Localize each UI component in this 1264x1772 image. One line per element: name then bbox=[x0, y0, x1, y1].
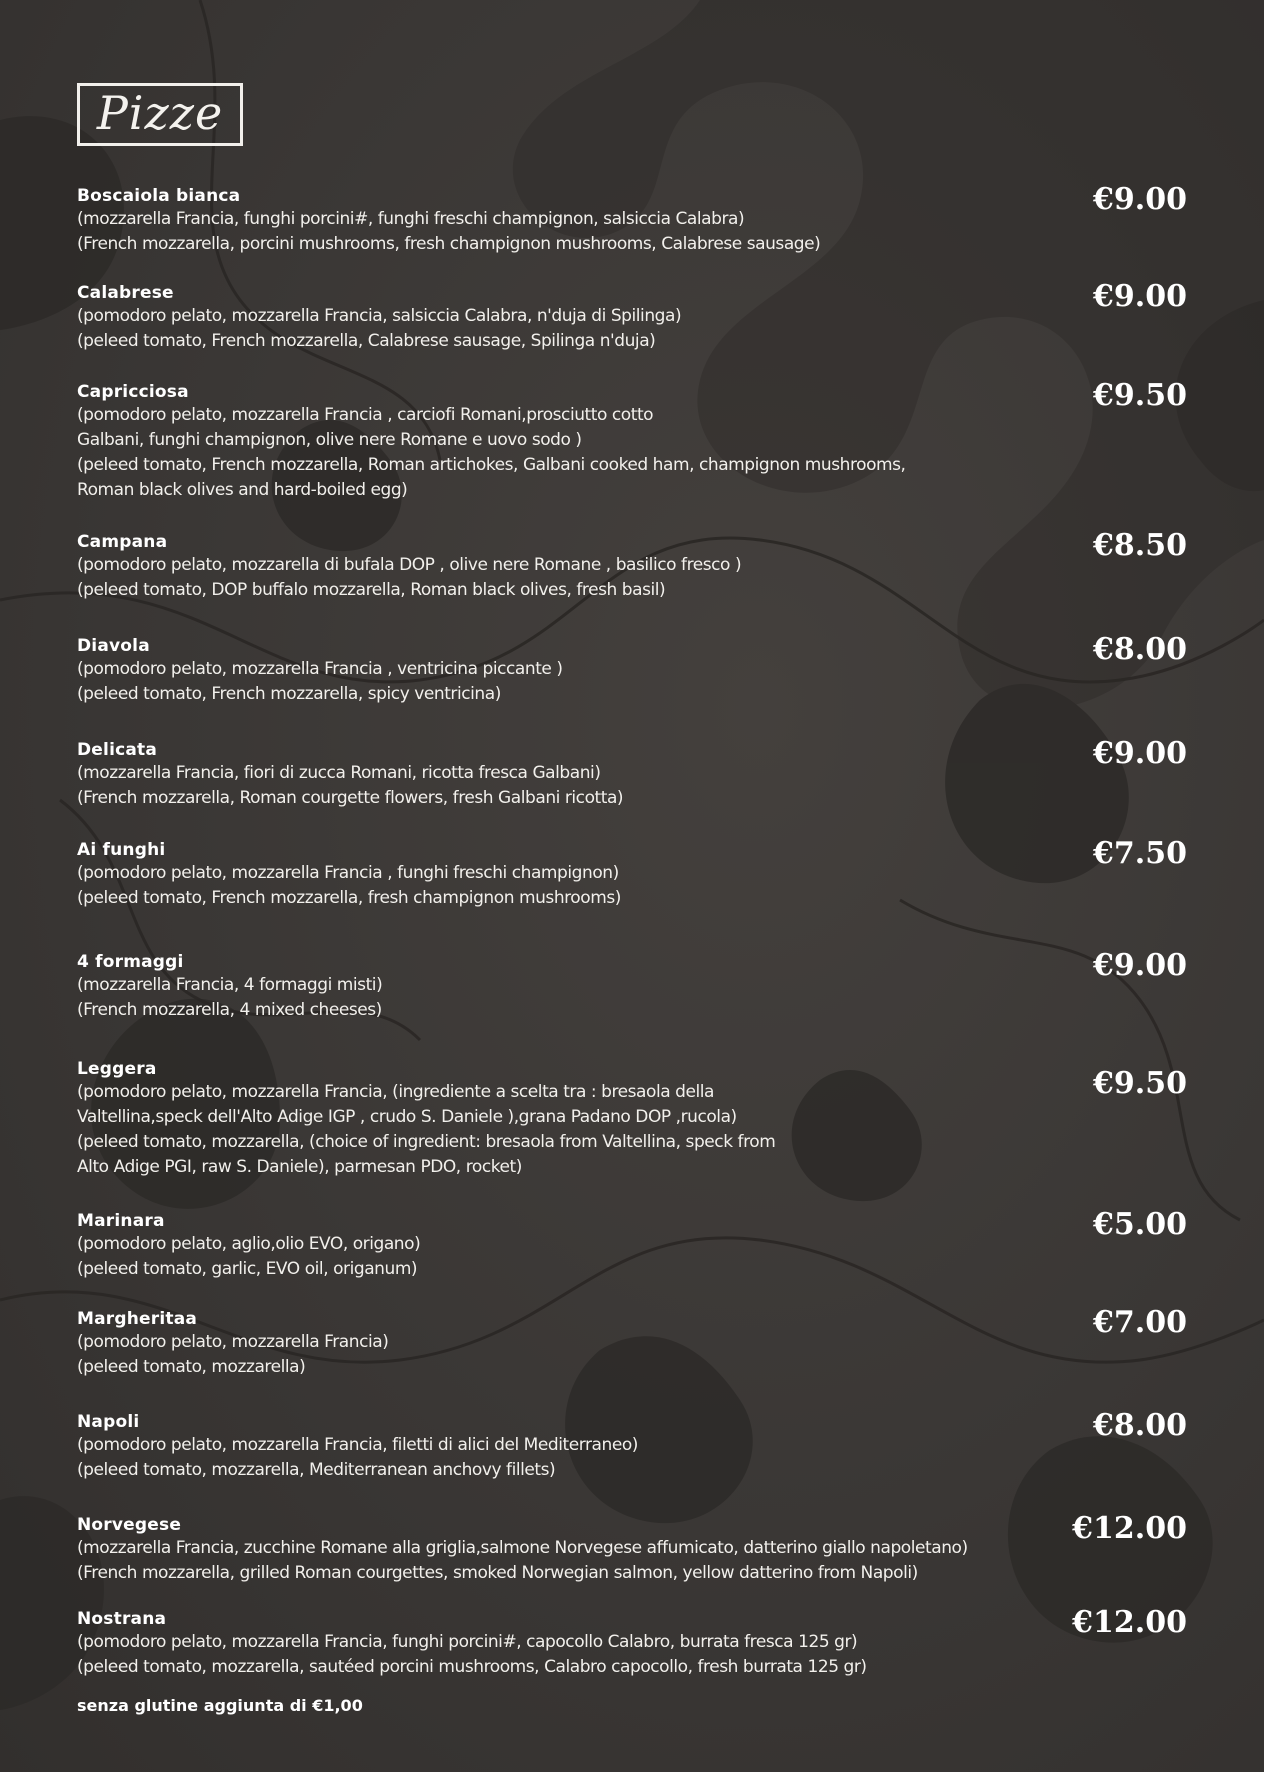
item-desc-line: (pomodoro pelato, mozzarella Francia , carciofi Romani,prosciutto cotto bbox=[77, 405, 654, 425]
item-desc-line: (pomodoro pelato, mozzarella Francia, (ingrediente a scelta tra : bresaola della bbox=[77, 1082, 715, 1102]
item-desc-line: (pomodoro pelato, mozzarella Francia, funghi porcini#, capocollo Calabro, burrata fresca 125 gr) bbox=[77, 1632, 858, 1652]
menu-item bbox=[77, 1511, 1187, 1586]
item-price: €12.00 bbox=[1072, 1605, 1187, 1640]
menu-item bbox=[77, 528, 1187, 603]
item-desc-line: (French mozzarella, 4 mixed cheeses) bbox=[77, 1000, 382, 1020]
item-name: Ai funghi bbox=[77, 840, 166, 860]
item-price: €7.50 bbox=[1093, 836, 1187, 871]
item-desc-line: (peleed tomato, mozzarella, (choice of ingredient: bresaola from Valtellina, speck from bbox=[77, 1132, 776, 1152]
item-price: €8.00 bbox=[1093, 632, 1187, 667]
item-name: Norvegese bbox=[77, 1515, 182, 1535]
item-desc-line: (pomodoro pelato, mozzarella Francia, salsiccia Calabra, n'duja di Spilinga) bbox=[77, 306, 682, 326]
item-price: €8.50 bbox=[1093, 528, 1187, 563]
item-desc-line: (pomodoro pelato, aglio,olio EVO, origano) bbox=[77, 1234, 421, 1254]
item-desc-line: (peleed tomato, mozzarella, sautéed porcini mushrooms, Calabro capocollo, fresh burrata 125 gr) bbox=[77, 1657, 867, 1677]
item-name: Nostrana bbox=[77, 1609, 167, 1629]
item-price: €9.50 bbox=[1093, 1066, 1187, 1101]
item-desc-line: (mozzarella Francia, zucchine Romane alla griglia,salmone Norvegese affumicato, datterino giallo napoletano) bbox=[77, 1538, 968, 1558]
menu-item bbox=[77, 736, 1187, 811]
menu-item bbox=[77, 948, 1187, 1023]
item-desc-line: (pomodoro pelato, mozzarella Francia) bbox=[77, 1332, 389, 1352]
item-name: Boscaiola bianca bbox=[77, 186, 241, 206]
item-desc-line: (pomodoro pelato, mozzarella Francia , ventricina piccante ) bbox=[77, 659, 563, 679]
item-price: €8.00 bbox=[1093, 1408, 1187, 1443]
title-box bbox=[77, 83, 243, 146]
item-desc-line: Galbani, funghi champignon, olive nere Romane e uovo sodo ) bbox=[77, 430, 582, 450]
item-desc-line: (pomodoro pelato, mozzarella Francia , funghi freschi champignon) bbox=[77, 863, 619, 883]
item-desc-line: Roman black olives and hard-boiled egg) bbox=[77, 480, 408, 500]
item-desc-line: (peleed tomato, French mozzarella, spicy ventricina) bbox=[77, 684, 501, 704]
menu-item bbox=[77, 182, 1187, 257]
menu-item bbox=[77, 279, 1187, 354]
menu-item bbox=[77, 1058, 1187, 1180]
item-desc-line: (mozzarella Francia, funghi porcini#, funghi freschi champignon, salsiccia Calabra) bbox=[77, 209, 745, 229]
item-desc-line: Valtellina,speck dell'Alto Adige IGP , crudo S. Daniele ),grana Padano DOP ,rucola) bbox=[77, 1107, 737, 1127]
item-desc-line: (mozzarella Francia, 4 formaggi misti) bbox=[77, 975, 383, 995]
item-price: €9.00 bbox=[1093, 279, 1187, 314]
item-price: €5.00 bbox=[1093, 1207, 1187, 1242]
item-price: €9.00 bbox=[1093, 948, 1187, 983]
item-name: Calabrese bbox=[77, 283, 174, 303]
item-desc-line: (peleed tomato, garlic, EVO oil, origanum) bbox=[77, 1259, 418, 1279]
item-desc-line: (peleed tomato, French mozzarella, Roman artichokes, Galbani cooked ham, champignon mushrooms, bbox=[77, 455, 906, 475]
menu-item bbox=[77, 1207, 1187, 1282]
menu-item bbox=[77, 632, 1187, 707]
item-desc-line: (mozzarella Francia, fiori di zucca Romani, ricotta fresca Galbani) bbox=[77, 763, 601, 783]
item-name: Napoli bbox=[77, 1412, 140, 1432]
item-price: €9.00 bbox=[1093, 182, 1187, 217]
item-name: Margheritaa bbox=[77, 1309, 198, 1329]
item-price: €9.50 bbox=[1093, 378, 1187, 413]
menu-item bbox=[77, 1605, 1187, 1680]
item-price: €7.00 bbox=[1093, 1305, 1187, 1340]
item-name: Capricciosa bbox=[77, 382, 189, 402]
item-desc-line: (pomodoro pelato, mozzarella Francia, filetti di alici del Mediterraneo) bbox=[77, 1435, 638, 1455]
item-desc-line: (peleed tomato, mozzarella, Mediterranean anchovy fillets) bbox=[77, 1460, 556, 1480]
item-desc-line: (peleed tomato, mozzarella) bbox=[77, 1357, 306, 1377]
item-desc-line: (peleed tomato, DOP buffalo mozzarella, Roman black olives, fresh basil) bbox=[77, 580, 666, 600]
menu-item bbox=[77, 1305, 1187, 1380]
menu-item bbox=[77, 378, 1187, 503]
item-price: €12.00 bbox=[1072, 1511, 1187, 1546]
item-price: €9.00 bbox=[1093, 736, 1187, 771]
item-name: Campana bbox=[77, 532, 168, 552]
item-desc-line: (French mozzarella, Roman courgette flowers, fresh Galbani ricotta) bbox=[77, 788, 624, 808]
item-desc-line: (French mozzarella, grilled Roman courgettes, smoked Norwegian salmon, yellow datterino from Napoli) bbox=[77, 1563, 918, 1583]
item-desc-line: (French mozzarella, porcini mushrooms, fresh champignon mushrooms, Calabrese sausage) bbox=[77, 234, 821, 254]
item-name: 4 formaggi bbox=[77, 952, 184, 972]
page-title: Pizze bbox=[96, 85, 224, 140]
gluten-free-note: senza glutine aggiunta di €1,00 bbox=[77, 1696, 363, 1715]
menu-item bbox=[77, 836, 1187, 911]
item-name: Leggera bbox=[77, 1059, 157, 1079]
item-desc-line: Alto Adige PGI, raw S. Daniele), parmesan PDO, rocket) bbox=[77, 1157, 522, 1177]
item-desc-line: (peleed tomato, French mozzarella, Calabrese sausage, Spilinga n'duja) bbox=[77, 331, 656, 351]
item-desc-line: (peleed tomato, French mozzarella, fresh champignon mushrooms) bbox=[77, 888, 621, 908]
menu-item bbox=[77, 1408, 1187, 1483]
item-desc-line: (pomodoro pelato, mozzarella di bufala DOP , olive nere Romane , basilico fresco ) bbox=[77, 555, 742, 575]
item-name: Delicata bbox=[77, 740, 158, 760]
item-name: Marinara bbox=[77, 1211, 165, 1231]
item-name: Diavola bbox=[77, 636, 150, 656]
